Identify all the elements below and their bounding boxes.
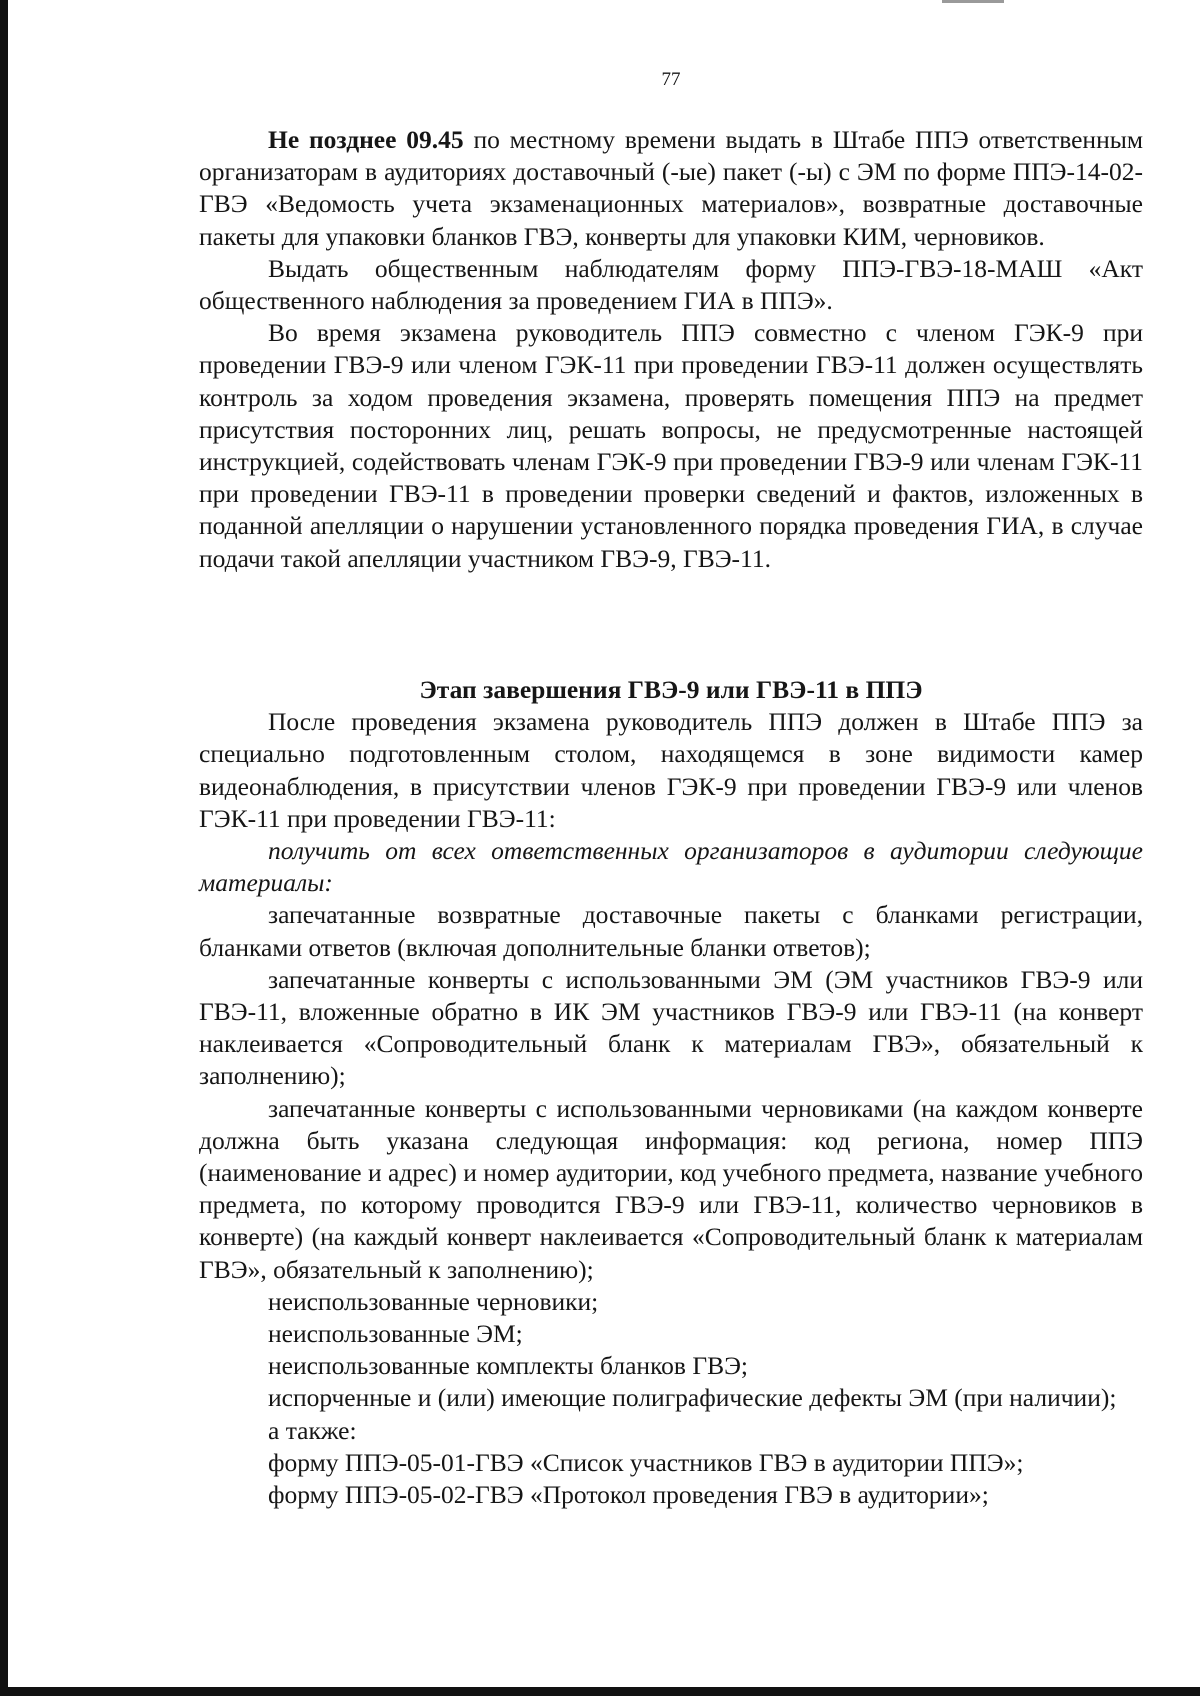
list-item: запечатанные возвратные доставочные пакеты с бланками регистрации, бланками ответов (включая дополнительные бланки ответов);: [199, 900, 1143, 962]
list-item: неиспользованные ЭМ;: [268, 1319, 523, 1349]
section-heading: Этап завершения ГВЭ-9 или ГВЭ-11 в ППЭ: [419, 675, 923, 704]
paragraph-italic: получить от всех ответственных организаторов в аудитории следующие материалы:: [199, 836, 1143, 898]
scan-left-border: [0, 0, 8, 1696]
list-item: неиспользованные черновики;: [268, 1286, 599, 1316]
paragraph-intro: После проведения экзамена руководитель ППЭ должен в Штабе ППЭ за специально подготовленным столом, находящемся в зоне видимости камер видеонаблюдения, в присутствии членов ГЭК-9 при проведении ГВЭ-9 или членов ГЭК-11 при проведении ГВЭ-11:: [199, 707, 1143, 833]
paragraph-text: по местному времени выдать в Штабе ППЭ ответственным организаторам в аудиториях доставочный (-ые) пакет (-ы) с ЭМ по форме ППЭ-14-02-ГВЭ «Ведомость учета экзаменационных материалов», возвратные доставочные пакеты для упаковки бланков ГВЭ, конверты для упаковки КИМ, черновиков.: [199, 125, 1143, 251]
scan-bottom-border: [0, 1687, 1200, 1696]
section-exam-conduct: [199, 124, 1143, 575]
list-item: а также:: [268, 1415, 357, 1445]
paragraph-observers: Выдать общественным наблюдателям форму ППЭ-ГВЭ-18-МАШ «Акт общественного наблюдения за проведением ГИА в ППЭ».: [199, 253, 1143, 316]
list-item: неиспользованные комплекты бланков ГВЭ;: [268, 1351, 749, 1381]
scan-top-mark: [942, 0, 1004, 3]
section-exam-completion: [199, 674, 1143, 1511]
paragraph-issue-materials: [199, 124, 1143, 253]
list-item: испорченные и (или) имеющие полиграфические дефекты ЭМ (при наличии);: [268, 1383, 1117, 1413]
list-item: запечатанные конверты с использованными ЭМ (ЭМ участников ГВЭ-9 или ГВЭ-11, вложенные обратно в ИК ЭМ участников ГВЭ-9 или ГВЭ-11 (на конверт наклеивается «Сопроводительный бланк к материалам ГВЭ», обязательный к заполнению);: [199, 964, 1143, 1091]
list-item: запечатанные конверты с использованными черновиками (на каждом конверте должна быть указана следующая информация: код региона, номер ППЭ (наименование и адрес) и номер аудитории, код учебного предмета, название учебного предмета, по которому проводится ГВЭ-9 или ГВЭ-11, количество черновиков в конверте) (на каждый конверт наклеивается «Сопроводительный бланк к материалам ГВЭ», обязательный к заполнению);: [199, 1093, 1143, 1284]
deadline-bold: Не позднее 09.45: [268, 125, 464, 154]
list-item: форму ППЭ-05-02-ГВЭ «Протокол проведения ГВЭ в аудитории»;: [268, 1480, 989, 1510]
list-item: форму ППЭ-05-01-ГВЭ «Список участников ГВЭ в аудитории ППЭ»;: [268, 1447, 1024, 1477]
page-number: 77: [661, 69, 681, 90]
paragraph-control: Во время экзамена руководитель ППЭ совместно с членом ГЭК-9 при проведении ГВЭ-9 или членом ГЭК-11 при проведении ГВЭ-11 должен осуществлять контроль за ходом проведения экзамена, проверять помещения ППЭ на предмет присутствия посторонних лиц, решать вопросы, не предусмотренные настоящей инструкцией, содействовать членам ГЭК-9 при проведении ГВЭ-9 или членам ГЭК-11 при проведении ГВЭ-11 в проведении проверки сведений и фактов, изложенных в поданной апелляции о нарушении установленного порядка проведения ГИА, в случае подачи такой апелляции участником ГВЭ-9, ГВЭ-11.: [199, 318, 1143, 573]
